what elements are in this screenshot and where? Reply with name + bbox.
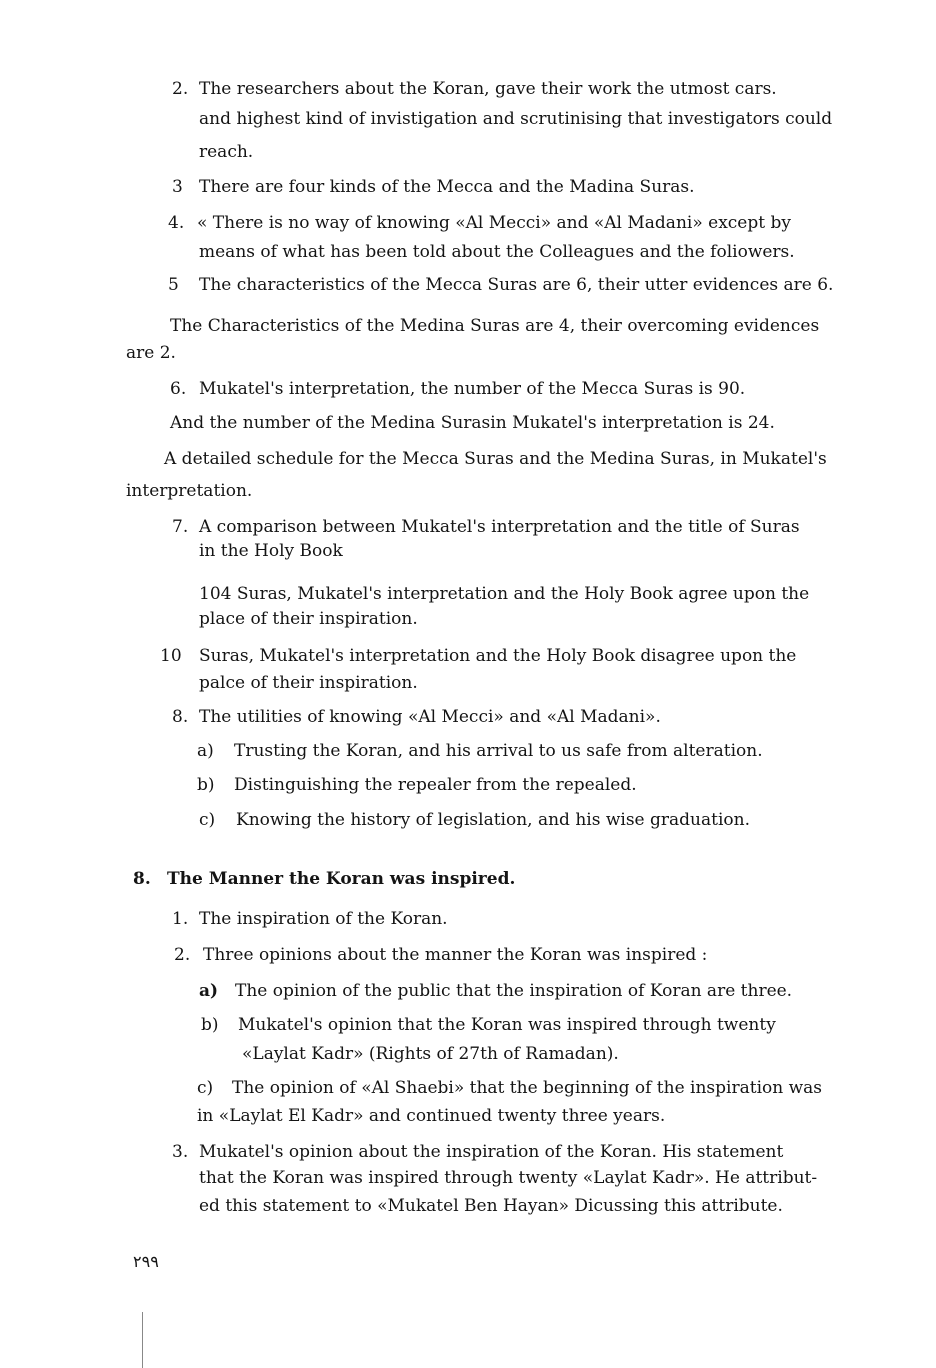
sub-item-text: Knowing the history of legislation, and his wise graduation. [236, 810, 750, 830]
sub-item-text: Trusting the Koran, and his arrival to us safe from alteration. [234, 741, 763, 761]
page-number: ٢٩٩ [133, 1252, 159, 1271]
item-text: A comparison between Mukatel's interpretation and the title of Suras [199, 517, 800, 537]
sub-item-text: Mukatel's opinion that the Koran was inspired through twenty [238, 1015, 776, 1035]
sub-item-label: a) [197, 741, 214, 761]
item-text: There are four kinds of the Mecca and the Madina Suras. [199, 177, 695, 197]
item-text: and highest kind of invistigation and scrutinising that investigators could [199, 109, 833, 129]
sub-item-label: c) [199, 810, 216, 830]
item-text: And the number of the Medina Surasin Mukatel's interpretation is 24. [170, 413, 775, 433]
item-number: 2. [172, 79, 189, 99]
item-number: 6. [170, 379, 187, 399]
item-text: The utilities of knowing «Al Mecci» and «Al Madani». [199, 707, 661, 727]
item-text: The characteristics of the Mecca Suras are 6, their utter evidences are 6. [199, 275, 834, 295]
paragraph-text: are 2. [126, 343, 176, 363]
section-title: The Manner the Koran was inspired. [167, 869, 516, 889]
sub-item-text: The opinion of the public that the inspiration of Koran are three. [235, 981, 793, 1001]
paragraph-text: interpretation. [126, 481, 253, 501]
item-number: 1. [172, 909, 189, 929]
sub-item-text: The opinion of «Al Shaebi» that the beginning of the inspiration was [232, 1078, 823, 1098]
item-text: means of what has been told about the Colleagues and the foliowers. [199, 242, 795, 262]
item-text: Three opinions about the manner the Koran was inspired : [203, 945, 708, 965]
item-number: 10 [160, 646, 182, 666]
item-text: reach. [199, 142, 254, 162]
item-number: 2. [174, 945, 191, 965]
item-text: palce of their inspiration. [199, 673, 418, 693]
item-number: 5 [168, 275, 179, 295]
sub-item-label: b) [197, 775, 215, 795]
item-number: 3. [172, 1142, 189, 1162]
item-number: 4. [168, 213, 185, 233]
paragraph-text: The Characteristics of the Medina Suras are 4, their overcoming evidences [170, 316, 820, 336]
paragraph-text: place of their inspiration. [199, 609, 418, 629]
item-text: that the Koran was inspired through twenty «Laylat Kadr». He attribut- [199, 1168, 818, 1188]
margin-line [142, 1312, 143, 1368]
sub-item-label: b) [201, 1015, 219, 1035]
sub-item-text: in «Laylat El Kadr» and continued twenty three years. [197, 1106, 666, 1126]
sub-item-text: «Laylat Kadr» (Rights of 27th of Ramadan). [242, 1044, 619, 1064]
item-number: 8. [172, 707, 189, 727]
paragraph-text: 104 Suras, Mukatel's interpretation and the Holy Book agree upon the [199, 584, 810, 604]
item-text: in the Holy Book [199, 541, 343, 561]
item-text: ed this statement to «Mukatel Ben Hayan» Dicussing this attribute. [199, 1196, 783, 1216]
item-text: « There is no way of knowing «Al Mecci» and «Al Madani» except by [197, 213, 791, 233]
item-text: Mukatel's opinion about the inspiration of the Koran. His statement [199, 1142, 784, 1162]
sub-item-text: Distinguishing the repealer from the repealed. [234, 775, 637, 795]
item-text: Suras, Mukatel's interpretation and the Holy Book disagree upon the [199, 646, 797, 666]
section-number: 8. [133, 869, 151, 889]
item-text: Mukatel's interpretation, the number of the Mecca Suras is 90. [199, 379, 746, 399]
item-text: The researchers about the Koran, gave their work the utmost cars. [199, 79, 777, 99]
paragraph-text: A detailed schedule for the Mecca Suras and the Medina Suras, in Mukatel's [164, 449, 827, 469]
item-number: 3 [172, 177, 183, 197]
item-text: The inspiration of the Koran. [199, 909, 448, 929]
item-number: 7. [172, 517, 189, 537]
sub-item-label: a) [199, 981, 219, 1001]
sub-item-label: c) [197, 1078, 214, 1098]
